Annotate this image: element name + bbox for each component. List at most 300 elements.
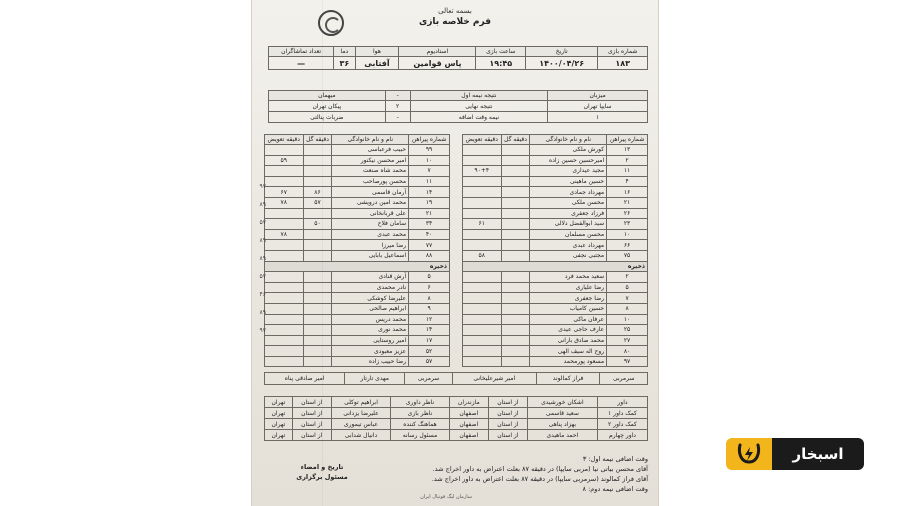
host-player-sub: ۶۱ — [463, 219, 502, 230]
guest-reserve-row — [265, 293, 450, 304]
host-player-name: محسن ملکی — [530, 197, 607, 208]
host-reserve-name: رضا جعفری — [530, 293, 607, 304]
guest-player-goal — [303, 145, 332, 156]
guest-col-name: نام و نام خانوادگی — [332, 135, 409, 145]
host-player-row — [463, 197, 648, 208]
label-time: ساعت بازی — [476, 47, 526, 57]
host-reserve-goal — [501, 293, 530, 304]
guest-player-name: محمد امین درویشی — [332, 197, 409, 208]
host-roster-header — [463, 135, 648, 145]
margin-number: ۹۷ — [259, 327, 266, 334]
guest-player-number: ۱۹ — [409, 197, 450, 208]
host-reserve-name: عارف حاجی عیدی — [530, 325, 607, 336]
host-player-sub — [463, 208, 502, 219]
guest-reserve-row — [265, 272, 450, 283]
guest-reserve-name: محمد دریس — [332, 314, 409, 325]
guest-coach-name: مهدی تارتار — [345, 373, 405, 385]
observer-province-label: از استان — [292, 397, 331, 408]
host-player-number: ۷۵ — [607, 250, 648, 261]
host-final-score: ۱ — [548, 112, 648, 123]
value-match-number: ۱۸۳ — [598, 57, 648, 70]
host-col-sub: دقیقه تعویض — [463, 135, 502, 145]
label-temperature: دما — [334, 47, 355, 57]
guest-reserve-number: ۶ — [409, 282, 450, 293]
guest-player-name: علی قربانخانی — [332, 208, 409, 219]
game-summary-sheet — [252, 0, 658, 506]
host-player-sub — [463, 176, 502, 187]
host-player-goal — [501, 250, 530, 261]
referee-province-label: از استان — [489, 397, 528, 408]
host-half-score: - — [385, 112, 410, 123]
host-reserve-sub — [463, 303, 502, 314]
margin-handwritten-numbers — [252, 178, 266, 340]
host-reserve-number: ۹۷ — [607, 356, 648, 367]
host-reserve-goal — [501, 303, 530, 314]
host-player-row — [463, 240, 648, 251]
guest-reserve-goal — [303, 346, 332, 357]
guest-col-number: شماره پیراهن — [409, 135, 450, 145]
host-player-name: فرزاد جعفری — [530, 208, 607, 219]
guest-reserve-name: محمد نوری — [332, 325, 409, 336]
host-reserve-number: ۵ — [607, 282, 648, 293]
guest-player-goal: ۵۷ — [303, 197, 332, 208]
margin-number: ۸۹ — [259, 237, 266, 244]
signature-role: مسئول برگزاری — [296, 473, 348, 481]
guest-player-row — [265, 155, 450, 166]
guest-player-row — [265, 250, 450, 261]
guest-player-goal — [303, 155, 332, 166]
host-col-goal: دقیقه گل — [501, 135, 530, 145]
referee-row — [265, 397, 648, 408]
guest-player-row — [265, 208, 450, 219]
host-reserve-sub — [463, 282, 502, 293]
guest-player-goal — [303, 176, 332, 187]
guest-player-name: سامان فلاح — [332, 219, 409, 230]
teams-table — [268, 90, 648, 123]
guest-reserve-sub — [265, 346, 304, 357]
observer-role: هماهنگ کننده — [391, 419, 449, 430]
guest-manager-name: امیر صادقی پناه — [265, 373, 345, 385]
guest-reserve-row — [265, 282, 450, 293]
host-player-sub: ۵۸ — [463, 250, 502, 261]
guest-player-name: محمد عبدی — [332, 229, 409, 240]
observer-role: مسئول رسانه — [391, 430, 449, 441]
host-reserve-number: ۸۰ — [607, 346, 648, 357]
guest-team-name: پیکان تهران — [269, 101, 386, 112]
host-reserve-name: مسعود پورمحمد — [530, 356, 607, 367]
guest-reserve-goal — [303, 335, 332, 346]
host-player-number: ۱۰ — [607, 229, 648, 240]
host-player-row — [463, 229, 648, 240]
host-manager-name: امیر شیرعلیخانی — [452, 373, 536, 385]
teams-extra-row — [269, 112, 648, 123]
host-player-goal — [501, 166, 530, 177]
host-reserve-sub — [463, 346, 502, 357]
guest-player-row — [265, 145, 450, 156]
guest-roster-table — [264, 134, 450, 367]
guest-player-name: رضا میرزا — [332, 240, 409, 251]
guest-player-sub — [265, 240, 304, 251]
host-player-name: مهرداد عبدی — [530, 240, 607, 251]
brand-badge[interactable] — [726, 438, 864, 470]
guest-reserve-name: علیرضا کوشکی — [332, 293, 409, 304]
referee-province-label: از استان — [489, 408, 528, 419]
host-reserve-goal — [501, 346, 530, 357]
observer-name: عباس تیموری — [331, 419, 391, 430]
host-reserve-sub — [463, 293, 502, 304]
guest-reserve-number: ۵۷ — [409, 356, 450, 367]
match-info-table — [268, 46, 648, 70]
host-reserve-row — [463, 272, 648, 283]
guest-player-sub — [265, 166, 304, 177]
host-reserve-row — [463, 314, 648, 325]
guest-player-goal — [303, 166, 332, 177]
guest-reserves-header — [265, 261, 450, 272]
guest-player-sub: ۶۷ — [265, 187, 304, 198]
guest-player-number: ۴۰ — [409, 229, 450, 240]
guest-player-row — [265, 187, 450, 198]
margin-number: ۴۶ — [259, 291, 266, 298]
teams-name-row — [269, 101, 648, 112]
guest-reserve-goal — [303, 314, 332, 325]
guest-player-row — [265, 240, 450, 251]
host-player-goal — [501, 145, 530, 156]
host-player-name: مجید عیداری — [530, 166, 607, 177]
host-player-number: ۱۶ — [607, 187, 648, 198]
observer-name: دانیال شدابی — [331, 430, 391, 441]
host-player-sub — [463, 240, 502, 251]
guest-player-row — [265, 219, 450, 230]
host-reserve-name: عرفان ماکی — [530, 314, 607, 325]
host-player-name: محسن مسلمان — [530, 229, 607, 240]
host-player-sub — [463, 229, 502, 240]
value-date: ۱۴۰۰/۰۴/۲۶ — [526, 57, 598, 70]
host-player-goal — [501, 197, 530, 208]
referee-province: مازندران — [449, 397, 488, 408]
value-time: ۱۹:۴۵ — [476, 57, 526, 70]
margin-number: ۸۹ — [259, 309, 266, 316]
label-date: تاریخ — [526, 47, 598, 57]
host-reserve-goal — [501, 282, 530, 293]
guest-reserve-number: ۵ — [409, 272, 450, 283]
guest-player-sub: ۵۹ — [265, 155, 304, 166]
brand-icon-box — [726, 438, 772, 470]
host-col-name: نام و نام خانوادگی — [530, 135, 607, 145]
host-roster-body — [463, 145, 648, 367]
referee-province-label: از استان — [489, 430, 528, 441]
host-player-name: مهرداد جمادی — [530, 187, 607, 198]
host-player-number: ۱۳ — [607, 145, 648, 156]
host-reserve-sub — [463, 272, 502, 283]
host-coach-label: سرمربی — [600, 373, 648, 385]
guest-player-sub: ۷۸ — [265, 229, 304, 240]
host-player-goal — [501, 208, 530, 219]
guest-final-score: ۲ — [385, 101, 410, 112]
observer-province: تهران — [265, 397, 293, 408]
margin-number: ۵۷ — [259, 219, 266, 226]
host-player-row — [463, 219, 648, 230]
host-reserve-goal — [501, 356, 530, 367]
guest-player-goal — [303, 240, 332, 251]
host-player-goal — [501, 155, 530, 166]
guest-player-goal — [303, 208, 332, 219]
host-player-row — [463, 208, 648, 219]
host-reserve-name: رضا علیاری — [530, 282, 607, 293]
host-player-sub — [463, 187, 502, 198]
referee-name: احمد ماهیدی — [527, 430, 597, 441]
margin-number: ۸۹ — [259, 201, 266, 208]
observer-role: ناظر بازی — [391, 408, 449, 419]
guest-reserve-row — [265, 314, 450, 325]
host-reserve-name: حسین کامیاب — [530, 303, 607, 314]
host-coach-name: فراز کمالوند — [536, 373, 600, 385]
host-reserve-number: ۲ — [607, 272, 648, 283]
guest-player-number: ۷ — [409, 166, 450, 177]
host-reserve-goal — [501, 314, 530, 325]
margin-number: ۸۹ — [259, 255, 266, 262]
guest-reserve-sub — [265, 335, 304, 346]
label-attendance: تعداد تماشاگران — [269, 47, 334, 57]
guest-reserve-name: آرش قنادی — [332, 272, 409, 283]
host-reserve-sub — [463, 356, 502, 367]
guest-reserve-number: ۹ — [409, 303, 450, 314]
half-label: نتیجه نیمه اول — [410, 91, 548, 101]
guest-player-goal: ۸۶ — [303, 187, 332, 198]
margin-number: ۹۷ — [259, 183, 266, 190]
guest-player-sub — [265, 145, 304, 156]
host-reserve-goal — [501, 272, 530, 283]
referee-row — [265, 430, 648, 441]
host-player-sub — [463, 197, 502, 208]
match-info-labels — [269, 47, 648, 57]
observer-province-label: از استان — [292, 419, 331, 430]
guest-reserve-name: رضا حبیب زاده — [332, 356, 409, 367]
guest-player-row — [265, 166, 450, 177]
referee-name: بهزاد پناهی — [527, 419, 597, 430]
host-reserve-row — [463, 356, 648, 367]
referee-row — [265, 408, 648, 419]
guest-reserve-goal — [303, 325, 332, 336]
host-player-number: ۴ — [607, 176, 648, 187]
referees-table — [264, 396, 648, 441]
signature-title: تاریخ و امضاء — [300, 463, 344, 471]
host-reserves-label: ذخیره — [463, 261, 648, 272]
host-player-number: ۲۶ — [607, 208, 648, 219]
host-player-number: ۲ — [607, 155, 648, 166]
host-player-number: ۲۳ — [607, 219, 648, 230]
host-reserve-number: ۷ — [607, 293, 648, 304]
host-col-number: شماره پیراهن — [607, 135, 648, 145]
observer-province: تهران — [265, 408, 293, 419]
guest-player-goal — [303, 250, 332, 261]
guest-reserve-goal — [303, 282, 332, 293]
guest-reserves-label: ذخیره — [265, 261, 450, 272]
host-player-goal — [501, 229, 530, 240]
guest-reserve-sub — [265, 314, 304, 325]
referee-province-label: از استان — [489, 419, 528, 430]
observer-role: ناظر داوری — [391, 397, 449, 408]
brand-text: اسبخار — [772, 438, 864, 470]
host-reserve-number: ۱۰ — [607, 314, 648, 325]
referee-name: اشکان خورشیدی — [527, 397, 597, 408]
guest-reserve-goal — [303, 293, 332, 304]
guest-player-number: ۳۴ — [409, 219, 450, 230]
guest-reserve-row — [265, 346, 450, 357]
horseshoe-bolt-icon — [736, 443, 762, 465]
guest-reserve-sub — [265, 356, 304, 367]
value-weather: آفتابی — [355, 57, 399, 70]
host-player-row — [463, 176, 648, 187]
guest-reserve-sub — [265, 282, 304, 293]
host-player-number: ۲۱ — [607, 197, 648, 208]
host-player-sub — [463, 145, 502, 156]
host-reserve-sub — [463, 314, 502, 325]
guest-label: میهمان — [269, 91, 386, 101]
guest-player-number: ۱۰ — [409, 155, 450, 166]
referee-province: اصفهان — [449, 419, 488, 430]
host-reserve-number: ۸ — [607, 303, 648, 314]
guest-player-row — [265, 176, 450, 187]
host-reserve-name: سعید محمد فرد — [530, 272, 607, 283]
guest-player-sub — [265, 208, 304, 219]
host-team-name: سایپا تهران — [548, 101, 648, 112]
guest-roster-header — [265, 135, 450, 145]
guest-player-row — [265, 197, 450, 208]
margin-number: ۵۷ — [259, 273, 266, 280]
sheet-header — [252, 6, 658, 28]
guest-player-number: ۱۴ — [409, 187, 450, 198]
final-label: نتیجه نهایی — [410, 101, 548, 112]
referee-province: اصفهان — [449, 408, 488, 419]
host-player-goal — [501, 176, 530, 187]
guest-half-score: - — [385, 91, 410, 101]
guest-player-name: حبیب فرعباسی — [332, 145, 409, 156]
guest-player-goal: ۵۰ — [303, 219, 332, 230]
host-player-goal — [501, 187, 530, 198]
value-stadium: پاس قوامین — [399, 57, 476, 70]
guest-reserve-row — [265, 303, 450, 314]
guest-reserve-goal — [303, 303, 332, 314]
bismillah-text: بسمه تعالی — [438, 7, 472, 15]
host-player-number: ۶۶ — [607, 240, 648, 251]
host-reserve-row — [463, 293, 648, 304]
host-player-row — [463, 155, 648, 166]
guest-roster-body — [265, 145, 450, 367]
observer-name: علیرضا یزدانی — [331, 408, 391, 419]
coaches-row — [265, 373, 648, 385]
guest-reserve-name: امیر روستایی — [332, 335, 409, 346]
host-reserve-row — [463, 282, 648, 293]
host-player-number: ۱۱ — [607, 166, 648, 177]
guest-reserve-number: ۱۲ — [409, 314, 450, 325]
host-reserves-header — [463, 261, 648, 272]
added-time-note: وقت اضافی نیمه اول: ۳ — [582, 455, 648, 463]
guest-reserve-goal — [303, 356, 332, 367]
host-reserve-row — [463, 335, 648, 346]
host-reserve-sub — [463, 335, 502, 346]
host-player-row — [463, 166, 648, 177]
guest-reserve-number: ۵۲ — [409, 346, 450, 357]
host-reserve-row — [463, 346, 648, 357]
referee-role: کمک داور ۲ — [597, 419, 647, 430]
guest-reserve-goal — [303, 272, 332, 283]
guest-player-number: ۲۱ — [409, 208, 450, 219]
guest-player-name: آرمان قاسمی — [332, 187, 409, 198]
host-player-goal — [501, 219, 530, 230]
guest-reserve-row — [265, 356, 450, 367]
value-temperature: ۳۶ — [334, 57, 355, 70]
guest-player-name: محمد شاه صنعت — [332, 166, 409, 177]
host-label: میزبان — [548, 91, 648, 101]
host-player-row — [463, 250, 648, 261]
guest-col-goal: دقیقه گل — [303, 135, 332, 145]
guest-player-row — [265, 229, 450, 240]
host-reserve-sub — [463, 325, 502, 336]
host-reserve-name: محمد صادق بارانی — [530, 335, 607, 346]
host-player-name: کورش ملکی — [530, 145, 607, 156]
guest-player-name: محسن پورصاحب — [332, 176, 409, 187]
guest-reserve-number: ۸ — [409, 293, 450, 304]
guest-reserve-number: ۱۷ — [409, 335, 450, 346]
ejection-note-1: آقای محسن بیاتی نیا (مربی سایپا) در دقیقه ۸۷ بعلت اعتراض به داور اخراج شد. — [432, 465, 648, 473]
extra-time-label: نیمه وقت اضافه — [410, 112, 548, 123]
label-weather: هوا — [355, 47, 399, 57]
guest-player-number: ۹۹ — [409, 145, 450, 156]
host-reserve-number: ۲۷ — [607, 335, 648, 346]
referee-role: داور چهارم — [597, 430, 647, 441]
guest-reserve-name: عزیز معبودی — [332, 346, 409, 357]
observer-province-label: از استان — [292, 408, 331, 419]
ejection-note-2: آقای فراز کمالوند (سرمربی سایپا) در دقیقه ۸۷ بعلت اعتراض به داور اخراج شد. — [431, 475, 648, 483]
host-reserve-row — [463, 303, 648, 314]
added-time-note-2: وقت اضافی نیمه دوم: ۸ — [582, 485, 648, 493]
referee-row — [265, 419, 648, 430]
referees-body — [265, 397, 648, 441]
guest-player-name: اسماعیل بابایی — [332, 250, 409, 261]
guest-player-name: امیر محسن نیکنور — [332, 155, 409, 166]
host-player-name: سید ابوالفضل دلالی — [530, 219, 607, 230]
guest-reserve-sub — [265, 325, 304, 336]
host-reserve-goal — [501, 335, 530, 346]
guest-reserve-name: ابراهیم صالحی — [332, 303, 409, 314]
match-notes — [388, 454, 648, 494]
label-match-number: شماره بازی — [598, 47, 648, 57]
host-reserve-number: ۲۵ — [607, 325, 648, 336]
host-reserve-goal — [501, 325, 530, 336]
guest-coach-label: سرمربی — [405, 373, 453, 385]
guest-player-sub — [265, 219, 304, 230]
guest-reserve-name: نادر محمدی — [332, 282, 409, 293]
host-player-row — [463, 187, 648, 198]
teams-header-row — [269, 91, 648, 101]
guest-reserve-sub — [265, 303, 304, 314]
signature-block — [282, 462, 362, 482]
guest-reserve-row — [265, 335, 450, 346]
host-player-row — [463, 145, 648, 156]
guest-reserve-row — [265, 325, 450, 336]
host-reserve-name: روح اله سیف الهی — [530, 346, 607, 357]
guest-player-sub: ۷۸ — [265, 197, 304, 208]
guest-reserve-sub — [265, 272, 304, 283]
form-title: فرم خلاصه بازی — [418, 17, 492, 27]
host-player-sub: ۹۰+۴ — [463, 166, 502, 177]
coaches-table — [264, 372, 648, 385]
referee-role: داور — [597, 397, 647, 408]
guest-player-sub — [265, 250, 304, 261]
referee-role: کمک داور ۱ — [597, 408, 647, 419]
footer-small-print: سازمان لیگ فوتبال ایران — [420, 494, 472, 500]
host-roster-table — [462, 134, 648, 367]
